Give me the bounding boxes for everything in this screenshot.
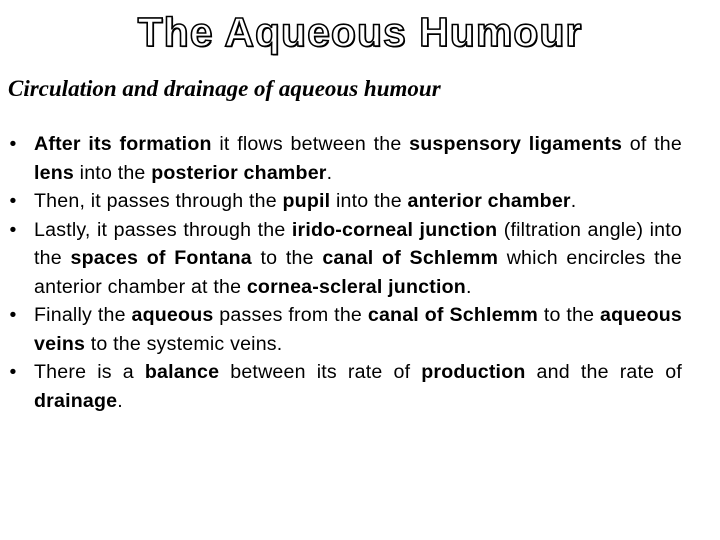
bullet-text: There is a: [34, 361, 145, 383]
bullet-text: .: [326, 161, 333, 184]
bullet-bold-text: cornea-scleral junction: [246, 275, 466, 298]
bullet-item: [9, 216, 682, 302]
bullet-text: to the systemic veins.: [85, 332, 283, 355]
bullet-dot-icon: •: [9, 304, 17, 326]
slide-subtitle: Circulation and drainage of aqueous humour: [8, 76, 441, 101]
bullet-dot-icon: •: [9, 190, 17, 212]
bullet-item: [9, 130, 682, 187]
bullet-text: and the rate of: [525, 361, 682, 383]
bullet-bold-text: spaces of Fontana: [70, 247, 252, 269]
bullet-list: [9, 130, 682, 415]
bullet-text: between its rate of: [219, 361, 422, 383]
bullet-text: it flows between the: [211, 133, 410, 155]
bullet-bold-text: pupil: [282, 190, 331, 212]
bullet-bold-text: After its formation: [34, 133, 212, 155]
bullet-text: to the: [538, 304, 601, 326]
bullet-dot-icon: •: [9, 361, 17, 383]
bullet-bold-text: aqueous veins: [34, 304, 682, 355]
bullet-bold-text: canal of Schlemm: [367, 304, 538, 326]
bullet-dot-icon: •: [9, 133, 17, 155]
bullet-bold-text: anterior chamber: [407, 190, 571, 212]
bullet-text: .: [465, 275, 472, 298]
bullet-text: .: [570, 190, 577, 212]
bullet-text: Lastly, it passes through the: [34, 218, 292, 241]
bullet-bold-text: posterior chamber: [151, 161, 327, 184]
bullet-bold-text: suspensory ligaments: [409, 133, 623, 155]
bullet-text: .: [117, 389, 123, 412]
bullet-text: into the: [74, 161, 152, 184]
bullet-text: Finally the: [34, 304, 132, 326]
bullet-text: of the: [622, 133, 682, 155]
bullet-dot-icon: •: [9, 218, 17, 241]
bullet-text: to the: [251, 247, 323, 269]
bullet-bold-text: irido-corneal junction: [291, 218, 498, 241]
bullet-text: which encircles the anterior chamber at the: [34, 247, 682, 298]
bullet-bold-text: lens: [34, 161, 75, 184]
bullet-item: [9, 187, 682, 216]
bullet-item: [9, 301, 682, 358]
bullet-item: [9, 358, 682, 415]
bullet-bold-text: production: [421, 361, 526, 383]
bullet-text: Then, it passes through the: [34, 190, 283, 212]
bullet-text: passes from the: [213, 304, 368, 326]
bullet-bold-text: aqueous: [131, 304, 214, 326]
bullet-bold-text: canal of Schlemm: [322, 247, 499, 269]
bullet-bold-text: drainage: [34, 389, 118, 412]
slide-title: The Aqueous Humour: [137, 9, 583, 55]
bullet-bold-text: balance: [144, 361, 220, 383]
bullet-text: (filtration angle) into the: [34, 218, 682, 269]
bullet-text: into the: [330, 190, 408, 212]
